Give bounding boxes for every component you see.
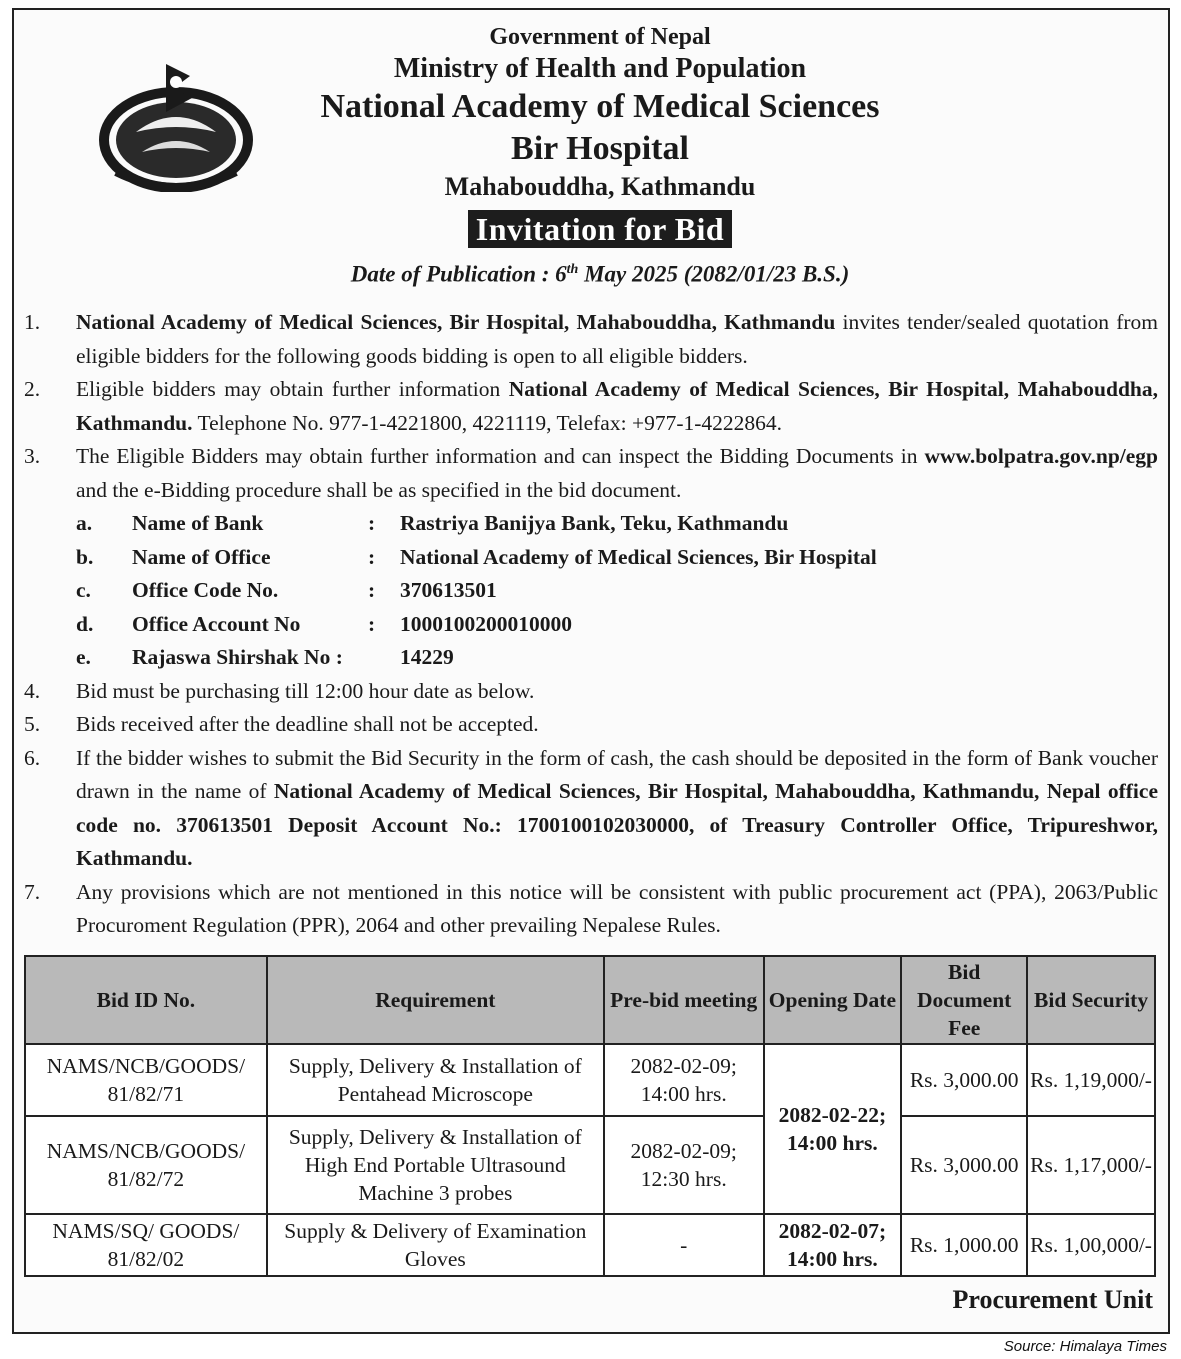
shared-opening-date: 2082-02-22; 14:00 hrs. (764, 1044, 902, 1214)
procurement-unit: Procurement Unit (952, 1285, 1153, 1314)
list-item: 3. The Eligible Bidders may obtain further information and can inspect the Bidding Documents in www.bolpatra.gov.np/egp and the e-Bidding procedure shall be as specified in the bid document. (24, 444, 1158, 502)
notice-header (0, 22, 1181, 293)
bank-detail-row: a. Name of Bank : Rastriya Banijya Bank, Teku, Kathmandu (76, 511, 789, 535)
list-item: 5. Bids received after the deadline shall not be accepted. (24, 712, 539, 736)
table-header-row (25, 956, 1155, 1044)
list-item: 1. National Academy of Medical Sciences, Bir Hospital, Mahabouddha, Kathmandu invites tender/sealed quotation from eligible bidders for the following goods bidding is open to all eligible bidders. (24, 310, 1159, 368)
col-fee: Bid Document Fee (901, 956, 1027, 1044)
bank-detail-row: e. Rajaswa Shirshak No : 14229 (76, 645, 454, 669)
table-row: NAMS/NCB/GOODS/ 81/82/72 Supply, Delivery & Installation of High End Portable Ultrasound Machine 3 probes 2082-02-09; 12:30 hrs. Rs. 3,000.00 Rs. 1,17,000/- (25, 1116, 1155, 1214)
ministry-line: Ministry of Health and Population (393, 53, 807, 84)
col-requirement: Requirement (267, 956, 604, 1044)
bid-table (24, 955, 1156, 1277)
source-credit: Source: Himalaya Times (1003, 1338, 1167, 1355)
col-opening: Opening Date (764, 956, 902, 1044)
notice-items (20, 306, 1158, 943)
list-item: 2. Eligible bidders may obtain further information National Academy of Medical Sciences, Bir Hospital, Mahabouddha, Kathmandu. Telephone No. 977-1-4221800, 4221119, Telefax: +977-1-4222864. (24, 377, 1158, 435)
col-prebid: Pre-bid meeting (604, 956, 764, 1044)
publication-date: Date of Publication : 6th May 2025 (2082/01/23 B.S.) (350, 261, 850, 287)
bank-detail-row: d. Office Account No : 1000100200010000 (76, 611, 572, 636)
government-line: Government of Nepal (489, 24, 711, 50)
table-row: NAMS/NCB/GOODS/ 81/82/71 Supply, Delivery & Installation of Pentahead Microscope 2082-02-09; 14:00 hrs. 2082-02-22; 14:00 hrs. Rs. 3,000.00 Rs. 1,19,000/- (25, 1044, 1155, 1116)
notice-title: Invitation for Bid (468, 210, 732, 248)
hospital-line: Bir Hospital (511, 130, 689, 167)
list-item: 4. Bid must be purchasing till 12:00 hour date as below. (24, 678, 535, 703)
bank-detail-row: b. Name of Office : National Academy of Medical Sciences, Bir Hospital (76, 544, 877, 569)
col-security: Bid Security (1027, 956, 1155, 1044)
academy-line: National Academy of Medical Sciences (320, 88, 880, 125)
table-row: NAMS/SQ/ GOODS/ 81/82/02 Supply & Delivery of Examination Gloves - 2082-02-07; 14:00 hrs. Rs. 1,000.00 Rs. 1,00,000/- (25, 1214, 1155, 1276)
location-line: Mahabouddha, Kathmandu (444, 172, 756, 201)
col-bid-id: Bid ID No. (25, 956, 267, 1044)
list-item: 6. If the bidder wishes to submit the Bid Security in the form of cash, the cash should be deposited in the form of Bank voucher drawn in the name of National Academy of Medical Sciences, Bir Hospital, Mahabouddha, Kathmandu, Nepal office code no. 370613501 Deposit Account No.: 1700100102030000, of Treasury Controller Office, Tripureshwor, Kathmandu. (24, 745, 1158, 870)
list-item: 7. Any provisions which are not mentioned in this notice will be consistent with public procurement act (PPA), 2063/Public Procuroment Regulation (PPR), 2064 and other prevailing Nepalese Rules. (24, 879, 1158, 937)
bank-detail-row: c. Office Code No. : 370613501 (76, 578, 497, 602)
